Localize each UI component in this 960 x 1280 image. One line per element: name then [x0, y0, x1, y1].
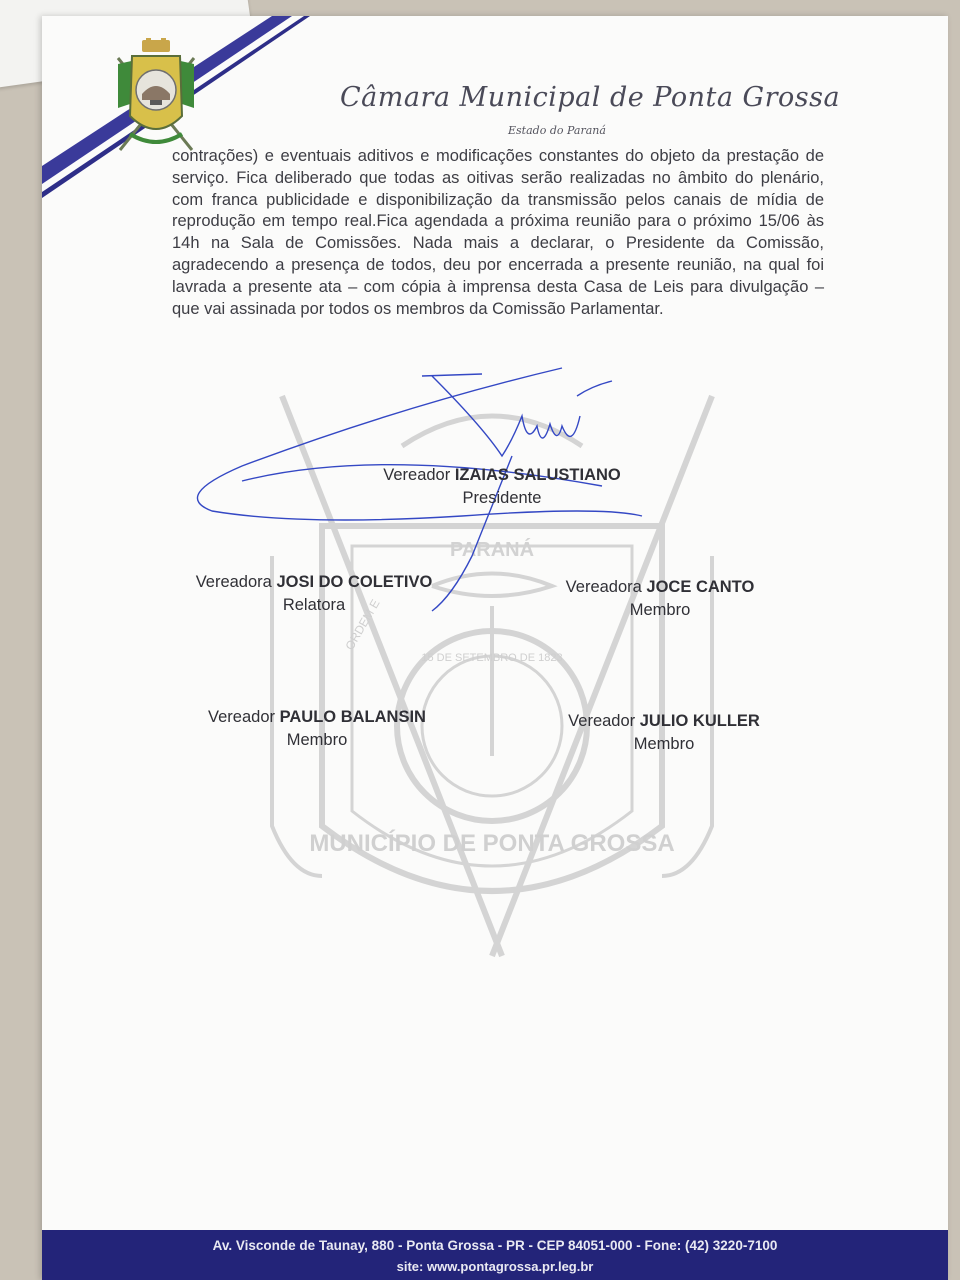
member1-title: Vereadora — [565, 578, 642, 596]
watermark-ring-text: 15 DE SETEMBRO DE 1823 — [421, 652, 563, 664]
member3-role: Membro — [633, 735, 695, 753]
watermark-motto: ORDEM E — [342, 596, 383, 653]
coat-of-arms-logo — [112, 38, 200, 158]
member2-name-line — [162, 706, 472, 729]
signature-member-joce — [530, 576, 790, 622]
president-title: Vereador — [383, 466, 451, 484]
member1-name: JOCE CANTO — [646, 578, 755, 596]
signature-rapporteur — [154, 571, 474, 617]
member3-name: JULIO KULLER — [639, 712, 760, 730]
member2-title: Vereador — [208, 708, 275, 726]
watermark-state-label: PARANÁ — [449, 539, 535, 561]
president-role: Presidente — [462, 489, 542, 507]
signature-member-paulo — [162, 706, 472, 752]
minutes-paragraph: contrações) e eventuais aditivos e modificações constantes do objeto da prestação de serviço. Fica deliberado que todas as oitivas serão realizadas no âmbito do plenário, com franca publicidade e disponibilização da transmissão pelos canais de mídia de reprodução em tempo real.Fica agendada a próxima reunião para o próximo 15/06 às 14h na Sala de Comissões. Nada mais a declarar, o Presidente da Comissão, agradecendo a presença de todos, deu por encerrada a presente reunião, na qual foi lavrada a presente ata – com cópia à imprensa desta Casa de Leis para divulgação – que vai assinada por todos os membros da Comissão Parlamentar. — [172, 147, 824, 318]
signature-president — [342, 464, 662, 510]
member3-name-line — [534, 710, 794, 733]
state-subtitle: Estado do Paraná — [508, 124, 606, 137]
footer-band — [42, 1230, 948, 1280]
document-page — [42, 16, 948, 1280]
rapporteur-name-line — [154, 571, 474, 594]
rapporteur-role: Relatora — [282, 596, 346, 614]
signature-member-julio — [534, 710, 794, 756]
member3-title: Vereador — [568, 712, 636, 730]
rapporteur-name: JOSI DO COLETIVO — [276, 573, 433, 591]
footer-address: Av. Visconde de Taunay, 880 - Ponta Grossa - PR - CEP 84051-000 - Fone: (42) 3220-7100 — [212, 1238, 778, 1253]
footer-site: site: www.pontagrossa.pr.leg.br — [396, 1259, 594, 1274]
member1-name-line — [530, 576, 790, 599]
president-name-line — [342, 464, 662, 487]
rapporteur-title: Vereadora — [195, 573, 272, 591]
member2-name: PAULO BALANSIN — [279, 708, 426, 726]
member2-role: Membro — [286, 731, 348, 749]
member1-role: Membro — [629, 601, 691, 619]
institution-title: Câmara Municipal de Ponta Grossa — [340, 82, 841, 113]
president-name: IZAIAS SALUSTIANO — [454, 466, 621, 484]
watermark-arc-text: MUNICÍPIO DE PONTA GROSSA — [309, 830, 675, 857]
